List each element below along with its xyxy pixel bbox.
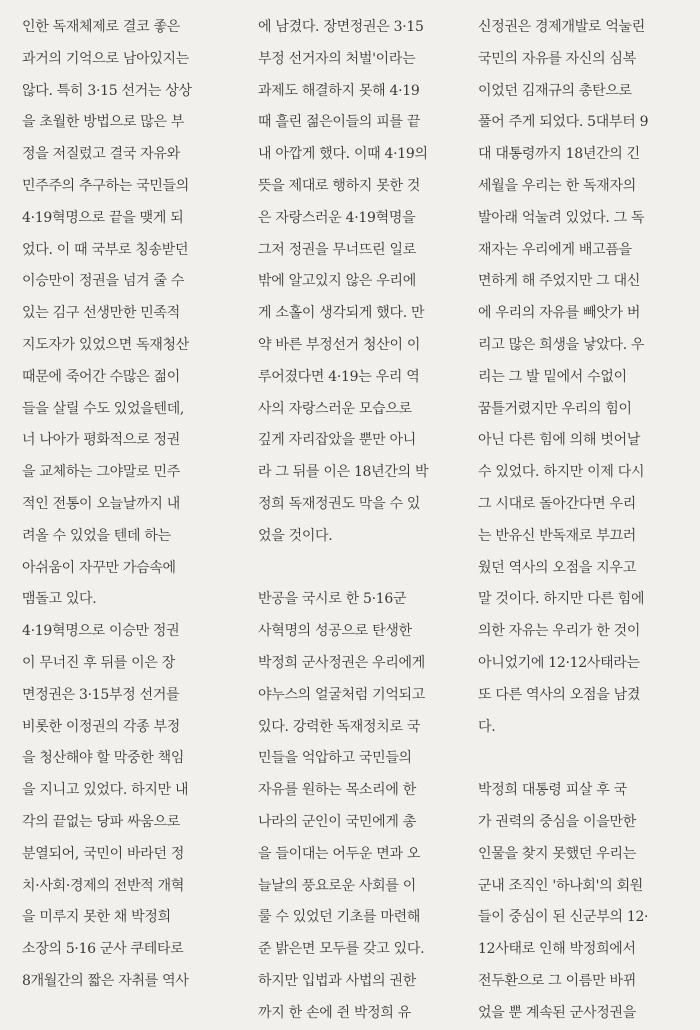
- text-line: 4·19혁명으로 이승만 정권: [22, 623, 180, 640]
- text-line: 었다. 이 때 국부로 칭송받던: [22, 241, 189, 258]
- text-line: 을 초월한 방법으로 많은 부: [22, 114, 185, 131]
- text-line: 아닌 다른 힘에 의해 벗어날: [478, 432, 641, 449]
- text-line: 까지 한 손에 쥔 박정희 유: [258, 1004, 411, 1021]
- text-line: 들을 살릴 수도 있었을텐데,: [22, 400, 185, 417]
- text-line: 소장의 5·16 군사 쿠테타로: [22, 941, 184, 958]
- text-line: 정을 저질렀고 결국 자유와: [22, 146, 180, 163]
- text-line: 가 권력의 중심을 이을만한: [478, 813, 636, 830]
- text-line: 신정권은 경제개발로 억눌린: [478, 19, 645, 35]
- text-line: 때 흘린 젊은이들의 피를 끝: [258, 114, 421, 131]
- text-line: 발아래 억눌려 있었다. 그 독: [478, 209, 645, 226]
- text-line: 있는 김구 선생만한 민족적: [22, 305, 180, 322]
- text-line: 꿈틀거렸지만 우리의 힘이: [478, 400, 632, 417]
- text-line: 4·19혁명으로 끝을 맺게 되: [22, 209, 184, 226]
- text-line: 적인 전통이 오늘날까지 내: [22, 495, 180, 512]
- text-line: 에 남겼다. 장면정권은 3·15: [258, 19, 424, 35]
- text-line: 늘날의 풍요로운 사회를 이: [258, 877, 416, 894]
- text-line: 내 아깝게 했다. 이때 4·19의: [258, 146, 428, 163]
- text-line: 이 무너진 후 뒤를 이은 장: [22, 654, 175, 671]
- text-line: 아니었기에 12·12사태라는: [478, 654, 640, 671]
- text-line: 각의 끝없는 당파 싸움으로: [22, 813, 180, 830]
- text-line: 었을 뿐 계속된 군사정권을: [478, 1004, 636, 1021]
- text-line: 라 그 뒤를 이은 18년간의 박: [258, 464, 429, 481]
- text-line: 밖에 알고있지 않은 우리에: [258, 273, 416, 290]
- text-line: 에 우리의 자유를 빼앗가 버: [478, 305, 641, 322]
- text-line: 풀어 주게 되었다. 5대부터 9: [478, 114, 649, 131]
- text-line: 너 나아가 평화적으로 정권: [22, 432, 180, 449]
- text-column-3: [478, 12, 686, 1021]
- text-line: 의한 자유는 우리가 한 것이: [478, 623, 641, 640]
- text-line: 을 지니고 있었다. 하지만 내: [22, 782, 189, 799]
- text-line: 반공을 국시로 한 5·16군: [258, 591, 407, 608]
- text-line: 을 미루지 못한 채 박정희: [22, 909, 171, 926]
- text-line: [478, 743, 686, 775]
- text-line: 나라의 군인이 국민에게 총: [258, 813, 416, 830]
- text-line: 자유를 원하는 목소리에 한: [258, 782, 416, 799]
- text-line: 준 밝은면 모두를 갖고 있다.: [258, 941, 425, 958]
- text-line: 과제도 해결하지 못해 4·19: [258, 82, 420, 99]
- text-line: 을 들이대는 어두운 면과 오: [258, 845, 421, 862]
- text-line: 웠던 역사의 오점을 지우고: [478, 559, 636, 576]
- text-line: 인물을 찾지 못했던 우리는: [478, 845, 636, 862]
- text-line: 약 바른 부정선거 청산이 이: [258, 336, 421, 353]
- text-line: 때문에 죽어간 수많은 젊이: [22, 368, 180, 385]
- text-line: 사혁명의 성공으로 탄생한: [258, 623, 412, 640]
- text-line: 않다. 특히 3·15 선거는 상상: [22, 82, 192, 99]
- text-line: 리는 그 발 밑에서 수없이: [478, 368, 627, 385]
- text-line: 은 자랑스러운 4·19혁명을: [258, 209, 416, 226]
- text-line: 을 청산해야 할 막중한 책임: [22, 750, 185, 767]
- text-line: 었을 것이다.: [258, 527, 333, 544]
- text-line: 아쉬움이 자꾸만 가슴속에: [22, 559, 176, 576]
- text-line: 려올 수 있었을 텐데 하는: [22, 527, 171, 544]
- text-line: 깊게 자리잡았을 뿐만 아니: [258, 432, 416, 449]
- text-line: 게 소홀이 생각되게 했다. 만: [258, 305, 425, 322]
- text-line: 그 시대로 돌아간다면 우리: [478, 495, 636, 512]
- text-line: 국민의 자유를 자신의 심복: [478, 50, 636, 67]
- text-line: 야누스의 얼굴처럼 기억되고: [258, 686, 425, 703]
- text-line: 을 교체하는 그야말로 민주: [22, 464, 180, 481]
- text-line: 부정 선거자의 처벌'이라는: [258, 50, 416, 67]
- text-column-2: [258, 12, 466, 1021]
- text-line: 박정희 대통령 피살 후 국: [478, 782, 627, 799]
- text-line: 사의 자랑스러운 모습으로: [258, 400, 412, 417]
- text-line: 재자는 우리에게 배고픔을: [478, 241, 632, 258]
- text-line: 군내 조직인 '하나회'의 회원: [478, 877, 644, 894]
- text-line: 그저 정권을 무너뜨린 일로: [258, 241, 416, 258]
- text-line: 또 다른 역사의 오점을 남겼: [478, 686, 641, 703]
- text-line: 면정권은 3·15부정 선거를: [22, 686, 180, 703]
- text-line: 12사태로 인해 박정희에서: [478, 941, 636, 958]
- text-line: 지도자가 있었으면 독재청산: [22, 336, 189, 353]
- text-line: [258, 553, 466, 585]
- text-line: 민주주의 추구하는 국민들의: [22, 177, 189, 194]
- text-line: 다.: [478, 718, 496, 735]
- text-line: 8개월간의 짧은 자취를 역사: [22, 972, 189, 989]
- text-line: 인한 독재체제로 결코 좋은: [22, 19, 180, 35]
- text-line: 루어졌다면 4·19는 우리 역: [258, 368, 420, 385]
- text-line: 세월을 우리는 한 독재자의: [478, 177, 636, 194]
- text-line: 이승만이 정권을 넘겨 줄 수: [22, 273, 185, 290]
- text-column-1: [22, 12, 230, 989]
- text-line: 과거의 기억으로 남아있지는: [22, 50, 189, 67]
- text-line: 전두환으로 그 이름만 바뀌: [478, 972, 636, 989]
- text-line: 말 것이다. 하지만 다른 힘에: [478, 591, 645, 608]
- text-line: 하지만 입법과 사법의 권한: [258, 972, 416, 989]
- text-line: 분열되어, 국민이 바라던 정: [22, 845, 185, 862]
- text-line: 수 있었다. 하지만 이제 다시: [478, 464, 645, 481]
- text-line: 대 대통령까지 18년간의 긴: [478, 146, 640, 163]
- text-line: 리고 많은 희생을 낳았다. 우: [478, 336, 645, 353]
- text-line: 정희 독재정권도 막을 수 있: [258, 495, 421, 512]
- text-line: 는 반유신 반독재로 부끄러: [478, 527, 636, 544]
- text-line: 있다. 강력한 독재정치로 국: [258, 718, 421, 735]
- text-line: 치·사회·경제의 전반적 개혁: [22, 877, 185, 894]
- text-line: 비롯한 이정권의 각종 부정: [22, 718, 180, 735]
- text-line: 이었던 김재규의 총탄으로: [478, 82, 632, 99]
- text-line: 룰 수 있었던 기초를 마련해: [258, 909, 421, 926]
- text-line: 맴돌고 있다.: [22, 591, 97, 608]
- text-line: 면하게 해 주었지만 그 대신: [478, 273, 641, 290]
- text-line: 민들을 억압하고 국민들의: [258, 750, 412, 767]
- text-line: 뜻을 제대로 행하지 못한 것: [258, 177, 421, 194]
- text-line: 박정희 군사정권은 우리에게: [258, 654, 425, 671]
- text-line: 들이 중심이 된 신군부의 12·: [478, 909, 649, 926]
